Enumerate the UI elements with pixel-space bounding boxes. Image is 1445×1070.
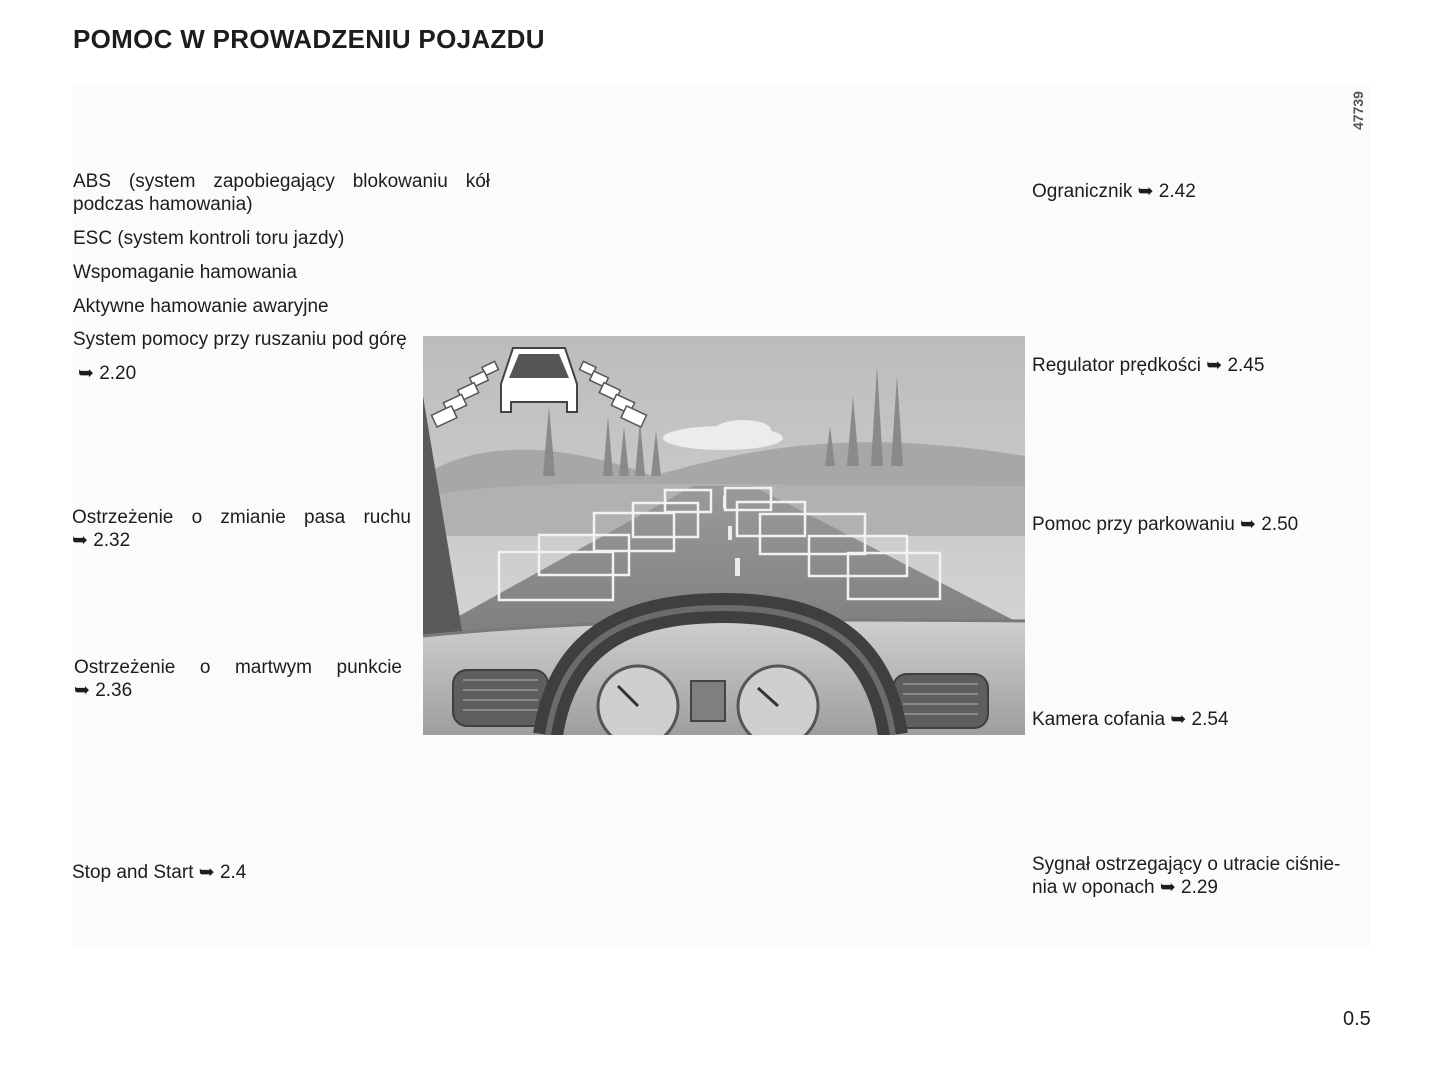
- blind-spot-label: Ostrzeżenie o martwym punkcie: [74, 657, 402, 678]
- page-number: 0.5: [1343, 1008, 1371, 1030]
- limiter-label: Ogranicznik ➥ 2.42: [1032, 181, 1196, 202]
- rear-camera-label: Kamera cofania ➥ 2.54: [1032, 709, 1229, 730]
- stop-start-label: Stop and Start ➥ 2.4: [72, 862, 247, 883]
- abs-label-line1: ABS (system zapobiegający blokowaniu kół: [73, 171, 490, 192]
- page-title: POMOC W PROWADZENIU POJAZDU: [73, 24, 545, 54]
- hill-start-label: System pomocy przy ruszaniu pod górę: [73, 329, 407, 350]
- parking-assist-label: Pomoc przy parkowaniu ➥ 2.50: [1032, 514, 1299, 535]
- tpms-label-line2: nia w oponach ➥ 2.29: [1032, 877, 1218, 898]
- cockpit-illustration: [423, 336, 1025, 735]
- hill-start-ref: ➥ 2.20: [78, 363, 137, 384]
- blind-spot-ref: ➥ 2.36: [74, 680, 133, 701]
- esc-label: ESC (system kontroli toru jazdy): [73, 228, 345, 249]
- figure-code: 47739: [1350, 91, 1366, 131]
- brake-assist-label: Wspomaganie hamowania: [73, 262, 297, 283]
- cruise-control-label: Regulator prędkości ➥ 2.45: [1032, 355, 1265, 376]
- lane-change-ref: ➥ 2.32: [72, 530, 131, 551]
- abs-label-line2: podczas hamowania): [73, 194, 253, 215]
- lane-change-label: Ostrzeżenie o zmianie pasa ruchu: [72, 507, 411, 528]
- emergency-braking-label: Aktywne hamowanie awaryjne: [73, 296, 329, 317]
- tpms-label-line1: Sygnał ostrzegający o utracie ciśnie-: [1032, 854, 1341, 875]
